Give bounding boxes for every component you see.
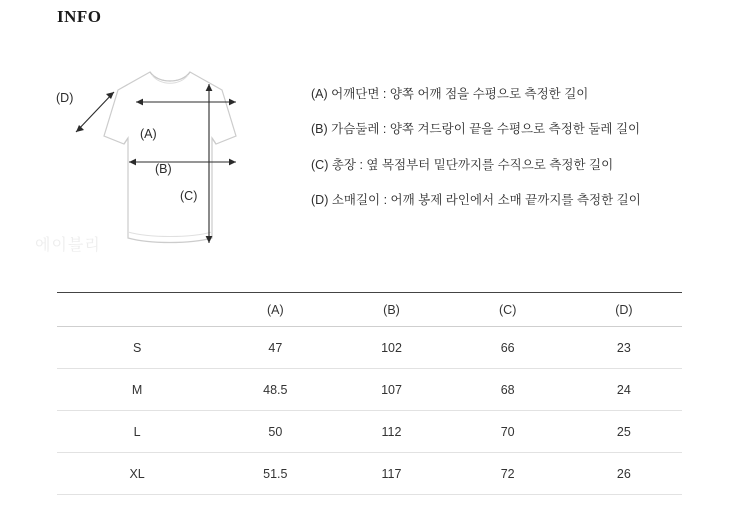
diagram-label-a: (A) (140, 127, 157, 141)
size-table-head (57, 293, 682, 327)
cell-c: 68 (500, 383, 515, 397)
table-row (57, 327, 682, 369)
table-row (57, 453, 682, 495)
cell-c: 66 (500, 341, 515, 355)
diagram-label-d: (D) (56, 91, 74, 105)
cell-b: 112 (381, 425, 402, 439)
cell-size: L (133, 425, 141, 439)
cell-size: M (131, 383, 143, 397)
table-row (57, 369, 682, 411)
diagram-label-c: (C) (180, 189, 198, 203)
cell-b: 102 (381, 341, 402, 355)
cell-b: 117 (381, 467, 402, 481)
cell-a: 48.5 (263, 383, 288, 397)
legend-item-a: (A) 어깨단면 : 양쪽 어깨 점을 수평으로 측정한 길이 (311, 87, 589, 101)
cell-d: 26 (616, 467, 631, 481)
cell-d: 25 (616, 425, 631, 439)
cell-c: 70 (500, 425, 515, 439)
table-header-row (57, 293, 682, 327)
legend-item-c: (C) 총장 : 옆 목점부터 밑단까지를 수직으로 측정한 길이 (311, 157, 614, 172)
cell-size: XL (129, 467, 145, 481)
size-table-body (57, 327, 682, 495)
header-a: (A) (267, 303, 284, 317)
header-d: (D) (615, 303, 633, 317)
legend-item-b: (B) 가슴둘레 : 양쪽 겨드랑이 끝을 수평으로 측정한 둘레 길이 (311, 122, 641, 137)
cell-b: 107 (381, 383, 402, 397)
cell-a: 51.5 (263, 467, 288, 481)
legend-item-d: (D) 소매길이 : 어깨 봉제 라인에서 소매 끝까지를 측정한 길이 (311, 192, 641, 207)
watermark: 에이블리 (35, 237, 101, 254)
header-b: (B) (383, 303, 400, 317)
cell-c: 72 (500, 467, 515, 481)
size-table (57, 292, 682, 495)
page-title: INFO (57, 7, 102, 26)
cell-d: 24 (616, 383, 631, 397)
cell-size: S (132, 341, 142, 355)
header-size (57, 293, 217, 327)
measurement-legend (311, 86, 721, 227)
cell-a: 47 (268, 341, 283, 355)
cell-d: 23 (616, 341, 631, 355)
cell-a: 50 (268, 425, 283, 439)
table-row (57, 411, 682, 453)
header-c: (C) (499, 303, 517, 317)
diagram-label-b: (B) (155, 162, 172, 176)
